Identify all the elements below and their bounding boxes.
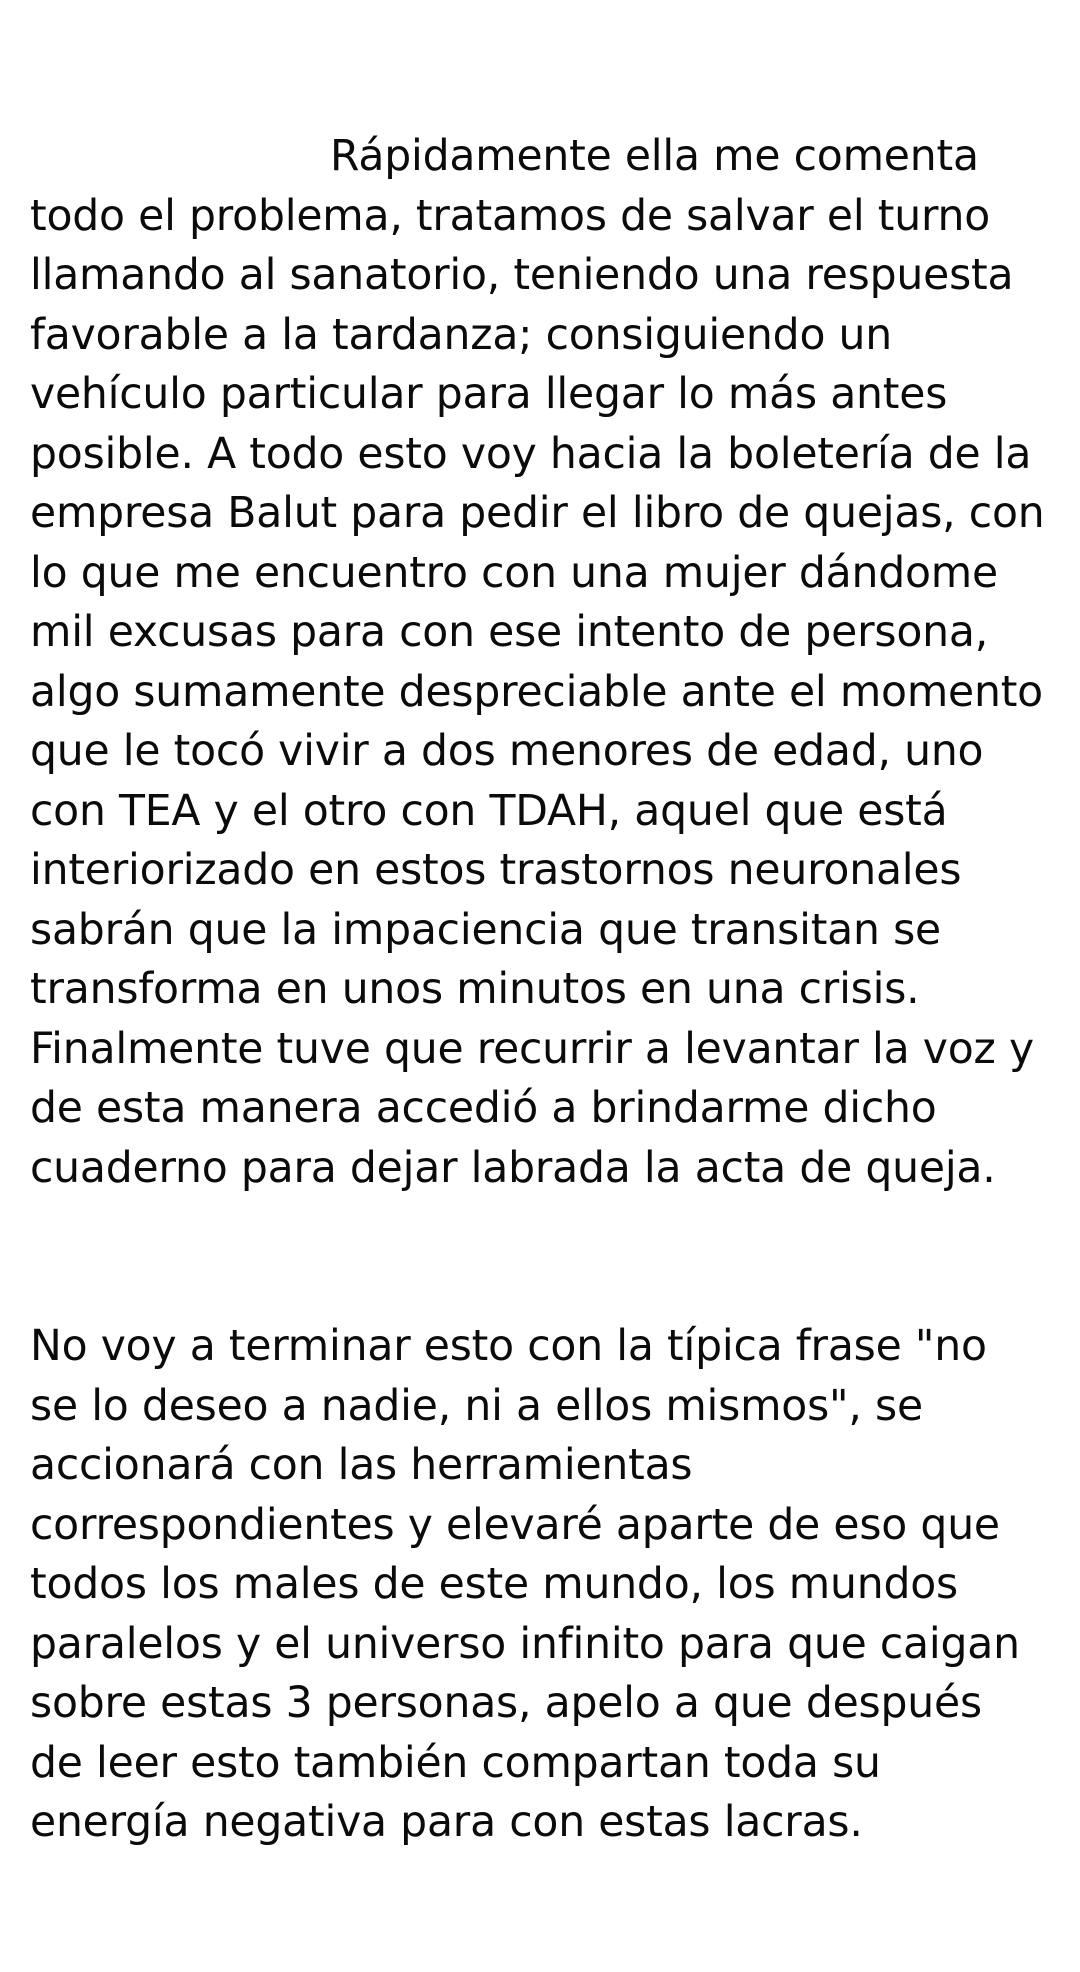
- paragraph-2: No voy a terminar esto con la típica frase "no se lo deseo a nadie, ni a ellos mismos", se accionará con las herramientas correspondientes y elevaré aparte de eso que todos los males de este mundo, los mundos paralelos y el universo infinito para que caigan sobre estas 3 personas, apelo a que después de leer esto también compartan toda su energía negativa para con estas lacras.: [30, 1322, 1034, 1847]
- document-body: [30, 8, 1058, 1972]
- paragraph-1: Rápidamente ella me comenta todo el problema, tratamos de salvar el turno llamando al sanatorio, teniendo una respuesta favorable a la tardanza; consiguiendo un vehículo particular para llegar lo más antes posible. A todo esto voy hacia la boletería de la empresa Balut para pedir el libro de quejas, con lo que me encuentro con una mujer dándome mil excusas para con ese intento de persona, algo sumamente despreciable ante el momento que le tocó vivir a dos menores de edad, uno con TEA y el otro con TDAH, aquel que está interiorizado en estos trastornos neuronales sabrán que la impaciencia que transitan se transforma en unos minutos en una crisis. Finalmente tuve que recurrir a levantar la voz y de esta manera accedió a brindarme dicho cuaderno para dejar labrada la acta de queja.: [30, 132, 1058, 1193]
